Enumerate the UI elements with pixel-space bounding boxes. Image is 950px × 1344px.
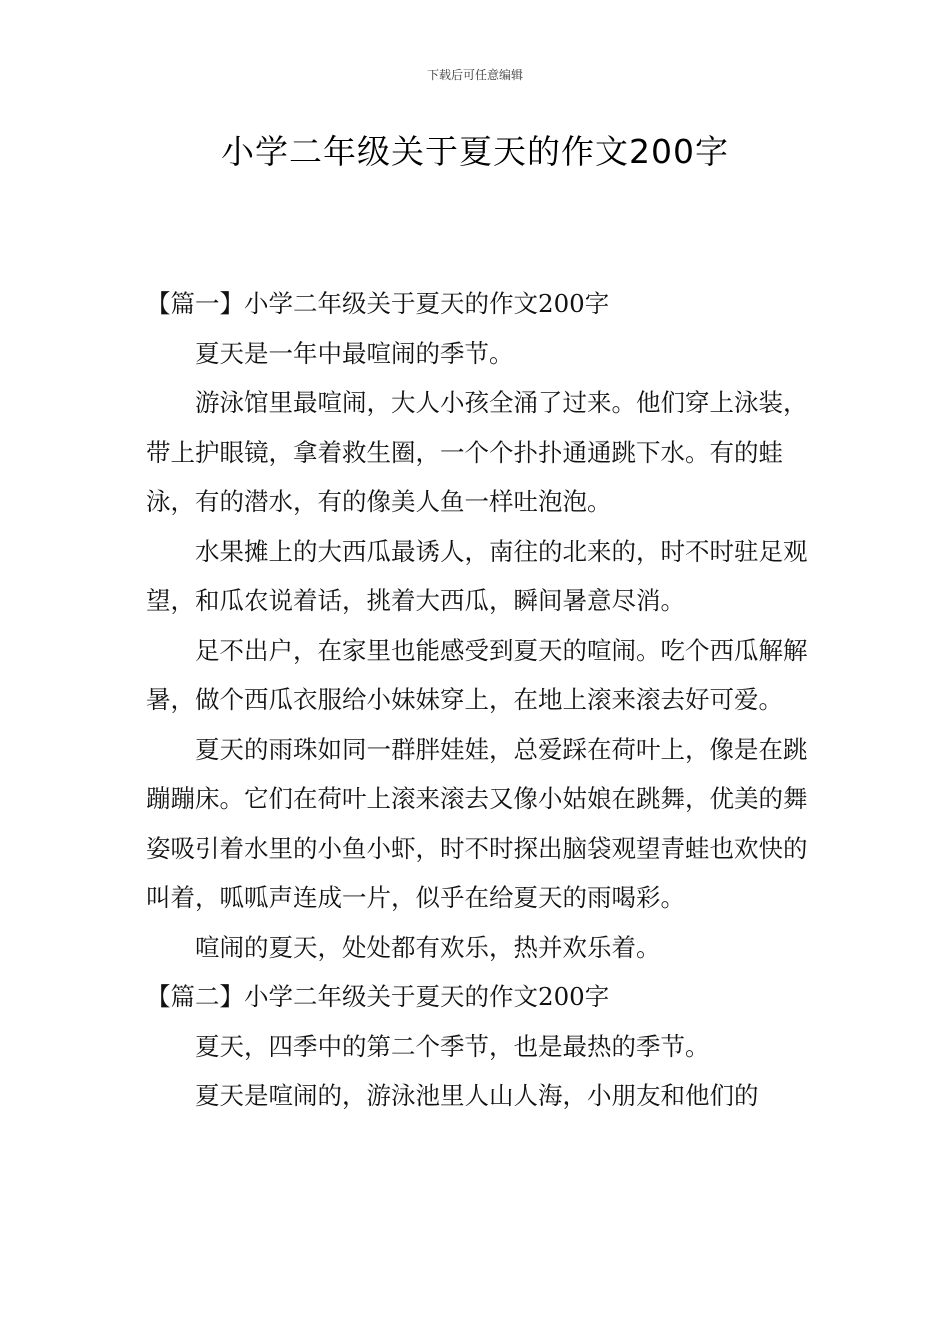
header-note: 下载后可任意编辑 <box>426 68 523 82</box>
paragraph: 游泳馆里最喧闹，大人小孩全涌了过来。他们穿上泳装，带上护眼镜，拿着救生圈，一个个扑扑通通跳下水。有的蛙泳，有的潜水，有的像美人鱼一样吐泡泡。 <box>146 388 808 516</box>
paragraph: 夏天，四季中的第二个季节，也是最热的季节。 <box>195 1031 710 1061</box>
paragraph: 足不出户，在家里也能感受到夏天的喧闹。吃个西瓜解解暑，做个西瓜衣服给小妹妹穿上，在地上滚来滚去好可爱。 <box>146 635 808 714</box>
paragraph: 夏天的雨珠如同一群胖娃娃，总爱踩在荷叶上，像是在跳蹦蹦床。它们在荷叶上滚来滚去又像小姑娘在跳舞，优美的舞姿吸引着水里的小鱼小虾，时不时探出脑袋观望青蛙也欢快的叫着，呱呱声连成一片，似乎在给夏天的雨喝彩。 <box>146 734 808 912</box>
paragraph: 水果摊上的大西瓜最诱人，南往的北来的，时不时驻足观望，和瓜农说着话，挑着大西瓜，瞬间暑意尽消。 <box>146 536 808 615</box>
document-body <box>146 279 810 1121</box>
section-heading-1: 【篇一】小学二年级关于夏天的作文200字 <box>146 289 610 318</box>
paragraph: 夏天是喧闹的，游泳池里人山人海，小朋友和他们的 <box>195 1081 759 1110</box>
section-heading-2: 【篇二】小学二年级关于夏天的作文200字 <box>146 982 610 1011</box>
paragraph: 喧闹的夏天，处处都有欢乐，热并欢乐着。 <box>195 932 661 962</box>
paragraph: 夏天是一年中最喧闹的季节。 <box>195 338 514 368</box>
document-title: 小学二年级关于夏天的作文200字 <box>221 132 729 171</box>
